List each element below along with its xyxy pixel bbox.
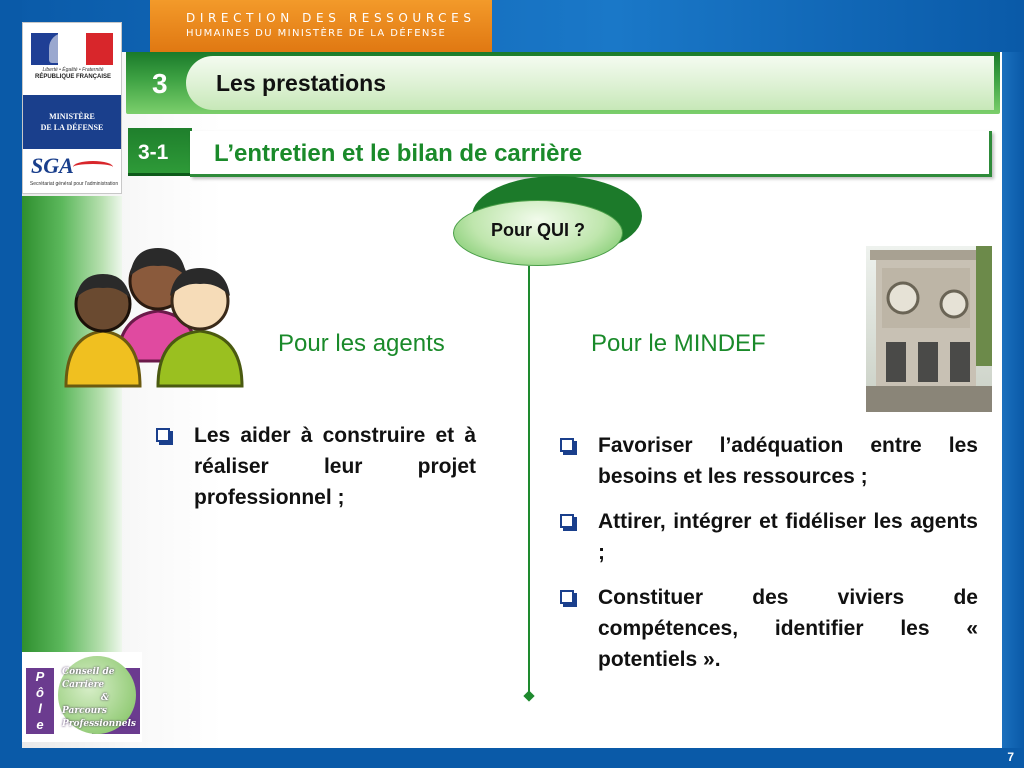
ministry-line-1: MINISTÈRE	[49, 112, 95, 121]
pole-line-4: Professionnels	[62, 719, 136, 729]
republic-motto: Liberté • Égalité • Fraternité	[42, 67, 104, 73]
pour-qui-label: Pour QUI ?	[491, 220, 585, 240]
bullet-text: Constituer des viviers de compétences, identifier les « potentiels ».	[598, 586, 978, 671]
column-heading-agents: Pour les agents	[278, 330, 445, 357]
page-title: Les prestations	[216, 70, 386, 96]
pole-line-3: Parcours	[62, 706, 107, 716]
header-banner	[150, 0, 492, 52]
agents-bullet-list	[152, 420, 476, 527]
pole-line-2: Carrière	[62, 680, 105, 690]
banner-line-2: HUMAINES DU MINISTÈRE DE LA DÉFENSE	[186, 28, 447, 39]
ministry-logo	[22, 22, 122, 194]
subsection-number: 3-1	[138, 141, 169, 164]
pole-logo-text	[62, 666, 148, 731]
right-frame	[1002, 52, 1024, 748]
banner-line-1: DIRECTION DES RESSOURCES	[186, 11, 476, 25]
column-divider	[528, 266, 530, 694]
ministry-line-2: DE LA DÉFENSE	[40, 123, 104, 132]
bullet-text: Attirer, intégrer et fidéliser les agents ;	[598, 510, 978, 564]
checkbox-bullet-icon	[560, 438, 574, 452]
checkbox-bullet-icon	[560, 590, 574, 604]
mindef-bullet-list	[556, 430, 978, 689]
column-heading-mindef: Pour le MINDEF	[591, 330, 766, 357]
bottom-bar	[0, 748, 1024, 768]
pole-amp: &	[100, 693, 110, 703]
pole-label: P ô l e	[26, 668, 54, 734]
clock-tower-image	[866, 246, 992, 412]
bullet-text: Les aider à construire et à réaliser leur projet professionnel ;	[194, 424, 476, 509]
list-item	[152, 420, 476, 513]
pole-line-1: Conseil de	[62, 667, 115, 677]
marianne-icon	[49, 33, 79, 63]
sga-subtitle: Secrétariat général pour l'administration	[29, 181, 119, 187]
list-item	[556, 506, 978, 568]
republic-name: RÉPUBLIQUE FRANÇAISE	[34, 74, 111, 80]
bullet-text: Favoriser l’adéquation entre les besoins et les ressources ;	[598, 434, 978, 488]
sga-swoosh-icon	[73, 161, 113, 173]
checkbox-bullet-icon	[156, 428, 170, 442]
section-number: 3	[152, 68, 168, 99]
sga-logo: SGA	[31, 153, 74, 178]
subsection-title: L’entretien et le bilan de carrière	[214, 140, 583, 167]
ministry-name	[23, 95, 121, 149]
list-item	[556, 430, 978, 492]
people-icon	[58, 236, 248, 396]
checkbox-bullet-icon	[560, 514, 574, 528]
page-number: 7	[1007, 750, 1014, 764]
left-frame	[0, 0, 22, 768]
list-item	[556, 582, 978, 675]
pole-logo	[22, 652, 142, 742]
